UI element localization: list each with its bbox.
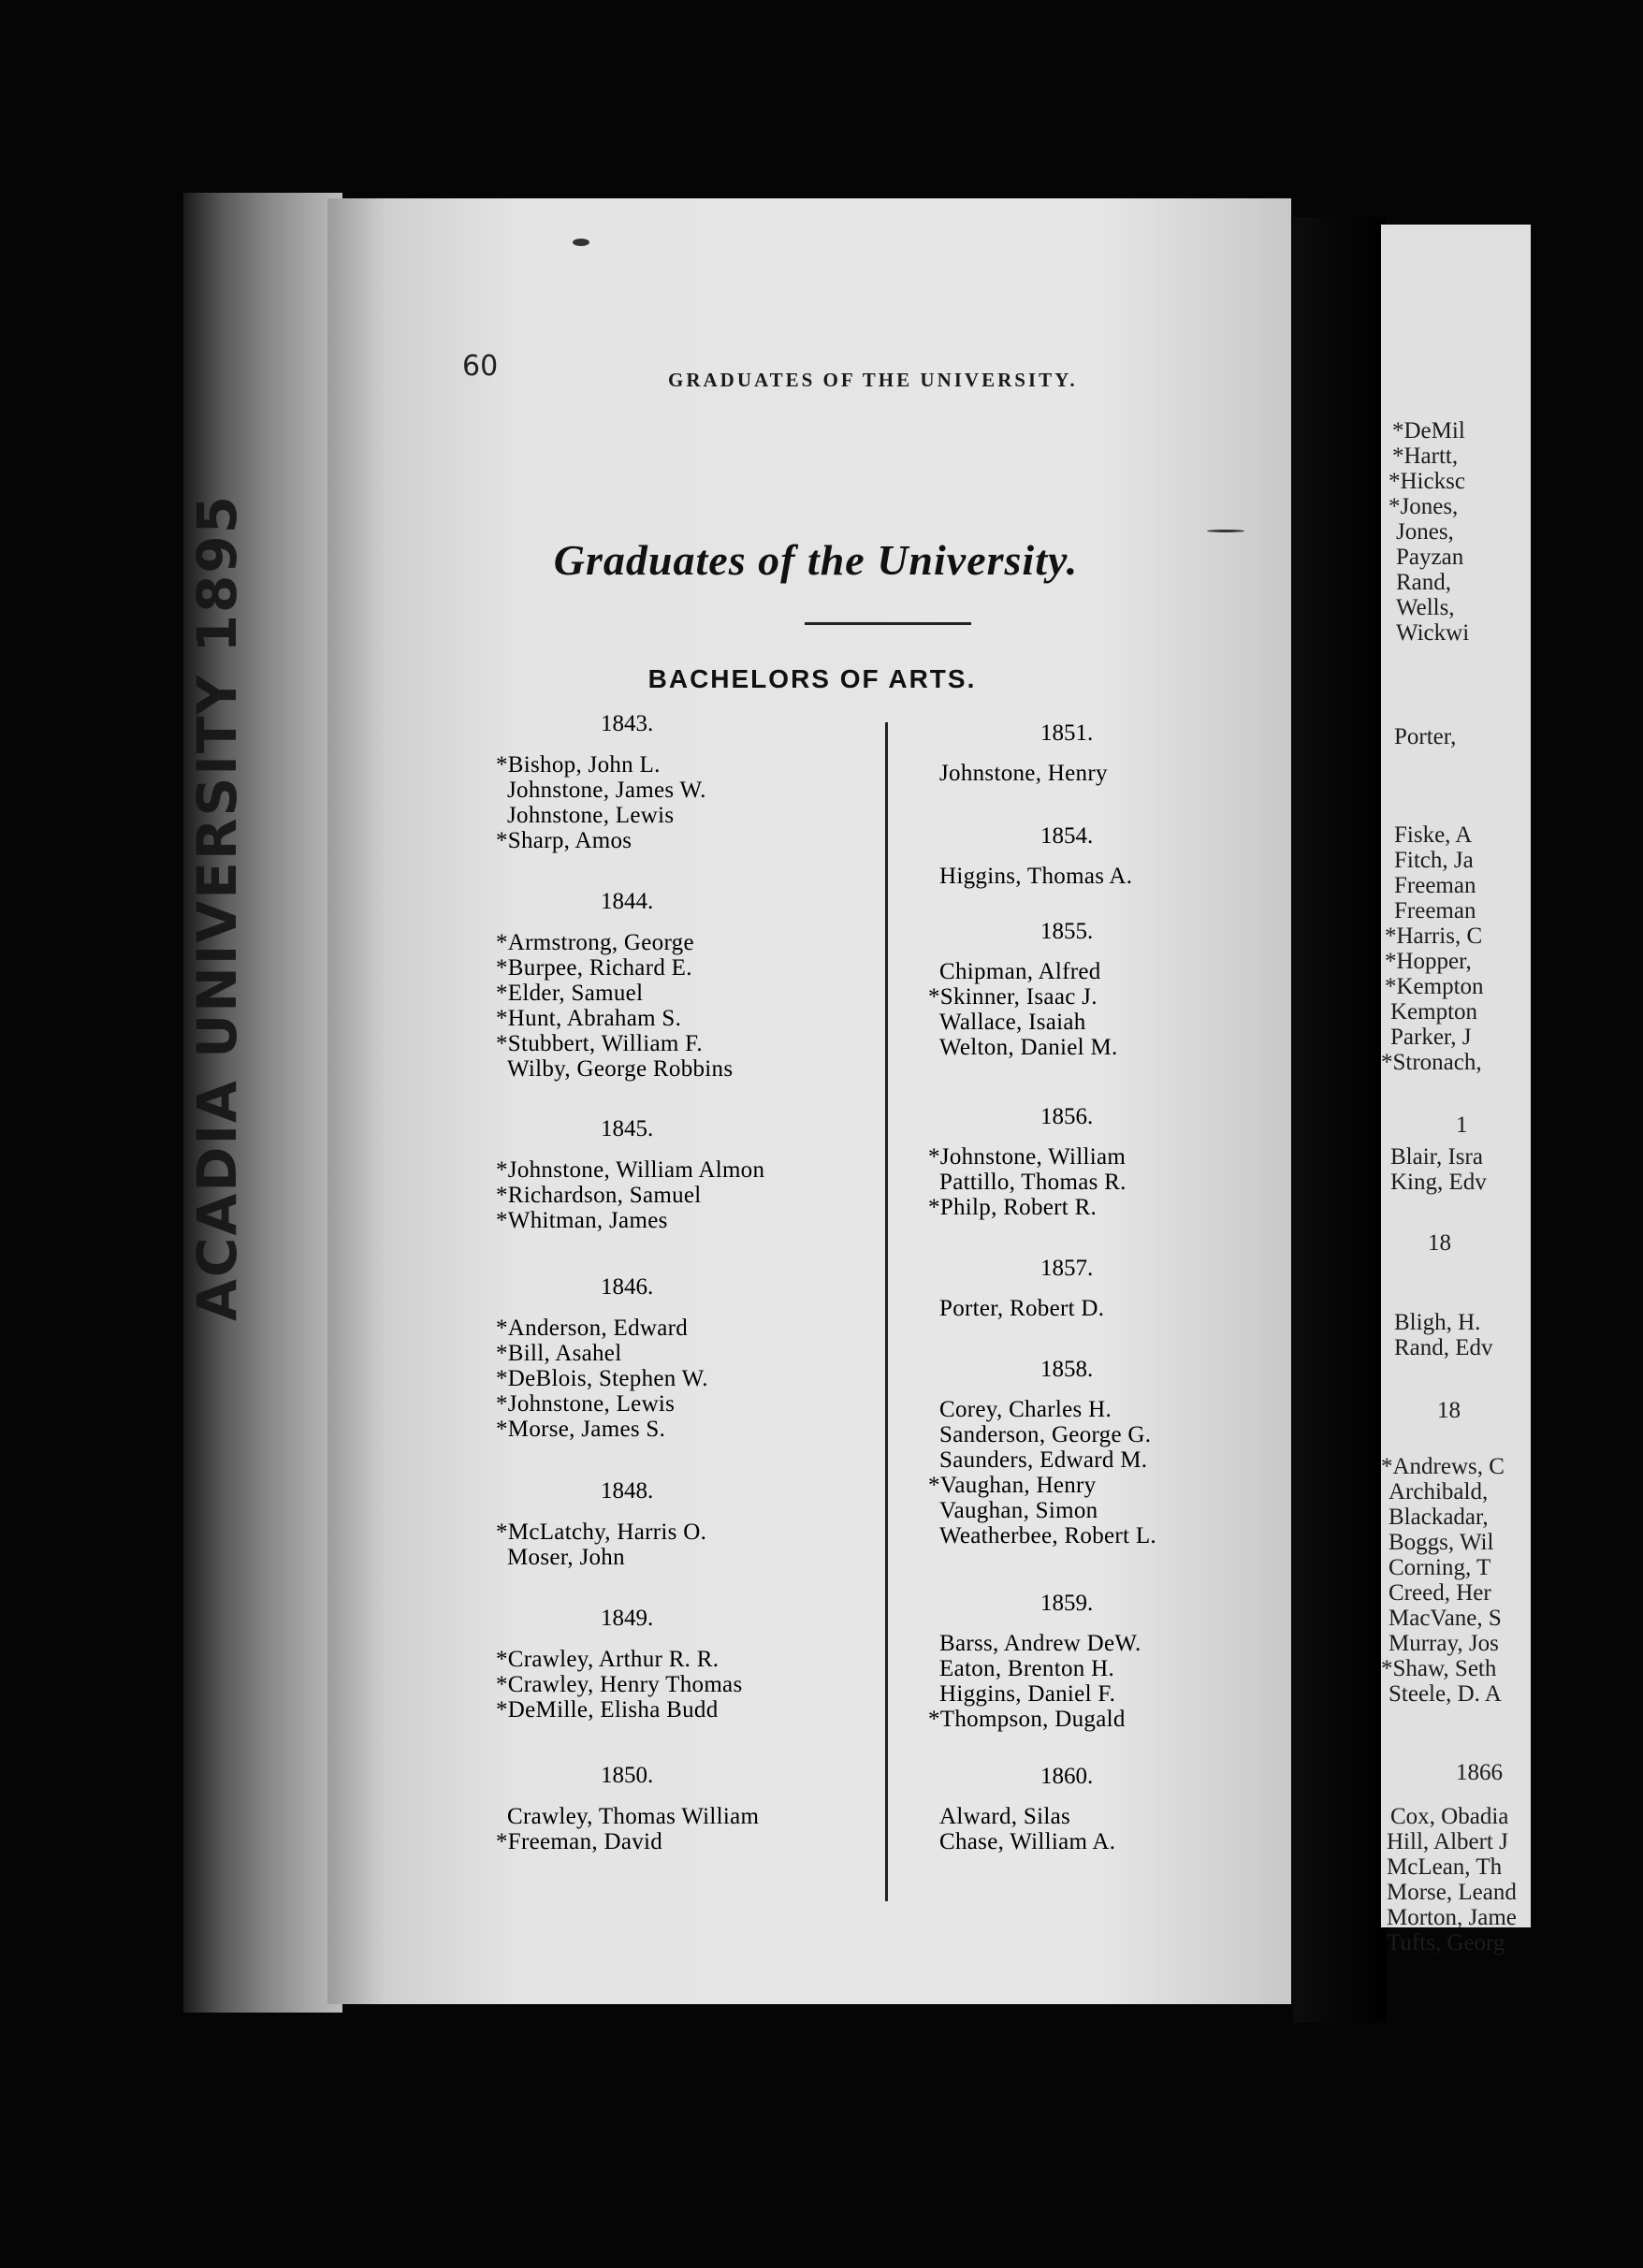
graduate-name: Corey, Charles H. — [939, 1397, 1112, 1422]
graduate-name: Johnstone, James W. — [507, 778, 706, 803]
column-divider — [885, 722, 888, 1901]
graduate-name: *Sharp, Amos — [496, 828, 632, 853]
graduate-name: Johnstone, Henry — [939, 761, 1108, 786]
graduation-year: 1844. — [601, 889, 654, 914]
graduation-year: 1843. — [601, 711, 654, 736]
graduate-name: *Vaughan, Henry — [928, 1473, 1097, 1498]
graduation-year: 1857. — [1040, 1256, 1094, 1281]
graduate-name: Alward, Silas — [939, 1804, 1070, 1829]
graduate-name: Higgins, Thomas A. — [939, 864, 1133, 889]
facing-page-line: Murray, Jos — [1389, 1631, 1499, 1656]
facing-page-line: Tufts, Georg — [1387, 1930, 1505, 1955]
book-gutter — [1293, 217, 1387, 2023]
facing-page-line: 1866 — [1456, 1760, 1503, 1785]
facing-page-line: Cox, Obadia — [1390, 1804, 1509, 1829]
facing-page-line: Porter, — [1394, 724, 1457, 749]
graduation-year: 1859. — [1040, 1591, 1094, 1616]
graduate-name: *Hunt, Abraham S. — [496, 1006, 682, 1031]
facing-page-line: Wickwi — [1396, 620, 1470, 646]
spine-stamp: ACADIA UNIVERSITY 1895 — [185, 493, 249, 1322]
graduation-year: 1850. — [601, 1763, 654, 1788]
graduate-name: *Burpee, Richard E. — [496, 955, 692, 981]
facing-page-line: *Hartt, — [1392, 443, 1459, 469]
facing-page-line: Freeman — [1394, 873, 1476, 898]
graduate-name: *Stubbert, William F. — [496, 1031, 703, 1056]
facing-page-line: Hill, Albert J — [1387, 1829, 1508, 1854]
graduation-year: 1848. — [601, 1478, 654, 1504]
facing-page-line: Fitch, Ja — [1394, 848, 1474, 873]
facing-page-line: *Jones, — [1389, 494, 1459, 519]
facing-page-line: Fiske, A — [1394, 822, 1473, 848]
graduate-name: Pattillo, Thomas R. — [939, 1170, 1127, 1195]
facing-page-line: Blackadar, — [1389, 1505, 1489, 1530]
facing-page-line: *Hopper, — [1385, 949, 1472, 974]
facing-page-line: 1 — [1456, 1112, 1468, 1138]
graduate-name: Chase, William A. — [939, 1829, 1116, 1854]
facing-page-line: Rand, Edv — [1394, 1335, 1493, 1360]
graduate-name: *Crawley, Henry Thomas — [496, 1672, 743, 1697]
graduate-name: *Crawley, Arthur R. R. — [496, 1647, 720, 1672]
graduate-name: *Skinner, Isaac J. — [928, 984, 1098, 1010]
graduate-name: *DeBlois, Stephen W. — [496, 1366, 708, 1391]
graduate-name: Eaton, Brenton H. — [939, 1656, 1115, 1681]
facing-page-line: Archibald, — [1389, 1479, 1489, 1505]
graduate-name: Chipman, Alfred — [939, 959, 1101, 984]
facing-page-line: *Andrews, C — [1381, 1454, 1505, 1479]
facing-page-line: Bligh, H. — [1394, 1310, 1481, 1335]
facing-page-line: MacVane, S — [1389, 1606, 1502, 1631]
graduate-name: Saunders, Edward M. — [939, 1447, 1148, 1473]
facing-page-line: *DeMil — [1392, 418, 1465, 443]
page-title: Graduates of the University. — [553, 536, 1079, 584]
graduate-name: Higgins, Daniel F. — [939, 1681, 1116, 1707]
graduate-name: Welton, Daniel M. — [939, 1035, 1118, 1060]
graduation-year: 1855. — [1040, 919, 1094, 944]
facing-page-line: *Hicksc — [1389, 469, 1465, 494]
graduate-name: Moser, John — [507, 1545, 625, 1570]
graduation-year: 1851. — [1040, 720, 1094, 746]
graduate-name: Wilby, George Robbins — [507, 1056, 734, 1082]
facing-page-line: *Kempton — [1385, 974, 1484, 999]
facing-page-line: Freeman — [1394, 898, 1476, 923]
title-divider — [805, 622, 971, 625]
left-page — [327, 198, 1291, 2004]
graduation-year: 1854. — [1040, 823, 1094, 849]
facing-page-line: Boggs, Wil — [1389, 1530, 1494, 1555]
graduate-name: *DeMille, Elisha Budd — [496, 1697, 719, 1723]
graduate-name: *Johnstone, William Almon — [496, 1157, 765, 1183]
facing-page-line: *Shaw, Seth — [1381, 1656, 1497, 1681]
graduate-name: *Bill, Asahel — [496, 1341, 622, 1366]
facing-page-line: Payzan — [1396, 545, 1464, 570]
facing-page — [1381, 225, 1531, 1955]
graduate-name: *Richardson, Samuel — [496, 1183, 702, 1208]
facing-page-line: 18 — [1428, 1230, 1451, 1256]
graduate-name: Vaughan, Simon — [939, 1498, 1098, 1523]
facing-page-line: Corning, T — [1389, 1555, 1491, 1580]
facing-page-line: Blair, Isra — [1390, 1144, 1483, 1170]
running-head: GRADUATES OF THE UNIVERSITY. — [668, 369, 1078, 391]
page-number: 60 — [462, 350, 499, 383]
ink-speck — [573, 239, 589, 246]
graduate-name: *Armstrong, George — [496, 930, 694, 955]
graduate-name: Porter, Robert D. — [939, 1296, 1105, 1321]
facing-page-line: *Stronach, — [1381, 1050, 1482, 1075]
graduate-name: Crawley, Thomas William — [507, 1804, 760, 1829]
graduate-name: Sanderson, George G. — [939, 1422, 1152, 1447]
facing-page-line: Parker, J — [1390, 1025, 1472, 1050]
facing-page-line: Creed, Her — [1389, 1580, 1491, 1606]
graduation-year: 1856. — [1040, 1104, 1094, 1129]
graduation-year: 1849. — [601, 1606, 654, 1631]
graduate-name: Johnstone, Lewis — [507, 803, 675, 828]
facing-page-line: 18 — [1437, 1398, 1461, 1423]
graduate-name: Wallace, Isaiah — [939, 1010, 1086, 1035]
section-heading: BACHELORS OF ARTS. — [647, 664, 977, 693]
graduate-name: *McLatchy, Harris O. — [496, 1519, 707, 1545]
facing-page-line: Morse, Leand — [1387, 1880, 1517, 1905]
graduate-name: *Freeman, David — [496, 1829, 663, 1854]
graduate-name: *Thompson, Dugald — [928, 1707, 1126, 1732]
facing-page-line: Kempton — [1390, 999, 1478, 1025]
graduate-name: *Bishop, John L. — [496, 752, 661, 778]
graduate-name: Weatherbee, Robert L. — [939, 1523, 1156, 1548]
graduation-year: 1845. — [601, 1116, 654, 1141]
facing-page-line: Wells, — [1396, 595, 1455, 620]
graduate-name: *Morse, James S. — [496, 1417, 666, 1442]
facing-page-line: Jones, — [1396, 519, 1454, 545]
graduate-name: *Johnstone, William — [928, 1144, 1127, 1170]
facing-page-line: McLean, Th — [1387, 1854, 1503, 1880]
graduate-name: *Whitman, James — [496, 1208, 668, 1233]
ink-speck — [1207, 530, 1244, 532]
graduation-year: 1860. — [1040, 1764, 1094, 1789]
graduate-name: *Elder, Samuel — [496, 981, 644, 1006]
graduation-year: 1858. — [1040, 1357, 1094, 1382]
graduate-name: *Philp, Robert R. — [928, 1195, 1098, 1220]
graduate-name: Barss, Andrew DeW. — [939, 1631, 1141, 1656]
facing-page-line: King, Edv — [1390, 1170, 1487, 1195]
facing-page-line: *Harris, C — [1385, 923, 1483, 949]
facing-page-line: Steele, D. A — [1389, 1681, 1502, 1707]
graduate-name: *Anderson, Edward — [496, 1316, 689, 1341]
facing-page-line: Morton, Jame — [1387, 1905, 1517, 1930]
graduate-name: *Johnstone, Lewis — [496, 1391, 676, 1417]
graduation-year: 1846. — [601, 1274, 654, 1300]
facing-page-line: Rand, — [1396, 570, 1452, 595]
